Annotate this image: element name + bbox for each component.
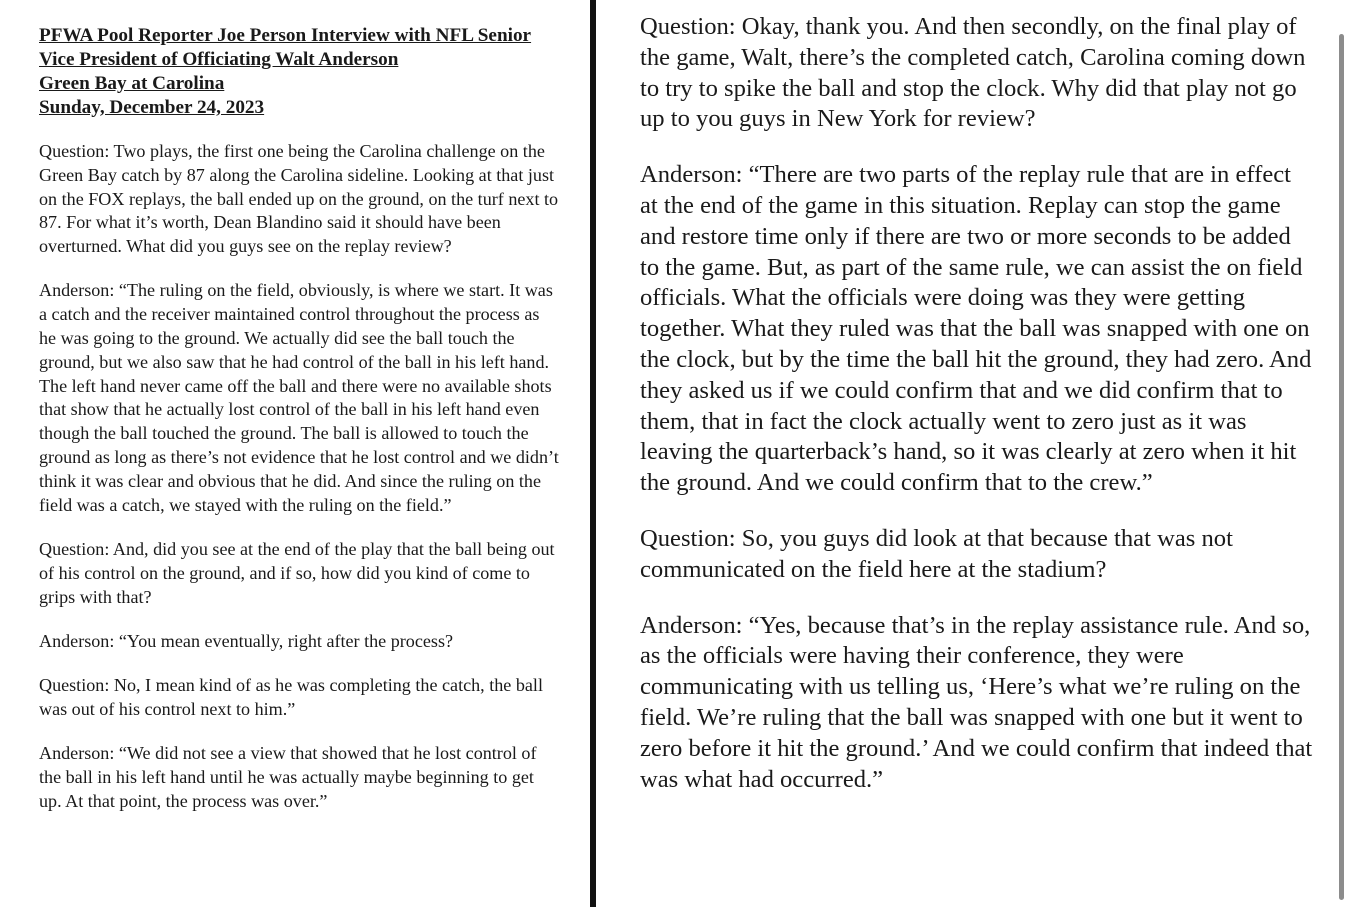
question-paragraph: Question: No, I mean kind of as he was completing the catch, the ball was out of his control next to him.” bbox=[39, 675, 543, 719]
question-paragraph: Question: Two plays, the first one being the Carolina challenge on the Green Bay catch by 87 along the Carolina sideline. Looking at that just on the FOX replays, the ball ended up on the ground, on the turf next to 87. For what it’s worth, Dean Blandino said it should have been overturned. What did you guys see on the replay review? bbox=[39, 141, 559, 257]
answer-paragraph: Anderson: “You mean eventually, right after the process? bbox=[39, 630, 454, 651]
question-paragraph: Question: And, did you see at the end of the play that the ball being out of his control on the ground, and if so, how did you kind of come to grips with that? bbox=[39, 538, 555, 607]
question-paragraph: Question: Okay, thank you. And then secondly, on the final play of the game, Walt, there’s the completed catch, Carolina coming down to try to spike the ball and stop the clock. Why did that play not go up to you guys in New York for review? bbox=[640, 13, 1306, 133]
answer-paragraph: Anderson: “There are two parts of the replay rule that are in effect at the end of the game in this situation. Replay can stop the game and restore time only if there are two or more seconds to be added to the game. But, as part of the same rule, we can assist the on field officials. What the officials were doing was they were getting together. What they ruled was that the ball was snapped with one on the clock, but by the time the ball hit the ground, they had zero. And they asked us if we could confirm that and we did confirm that to them, that in fact the clock actually went to zero just as it was leaving the quarterback’s hand, so it was clearly at zero when it hit the ground. And we could confirm that to the crew.” bbox=[640, 161, 1312, 497]
header-title-line: PFWA Pool Reporter Joe Person Interview with NFL Senior bbox=[39, 25, 532, 46]
document-header bbox=[39, 24, 560, 120]
answer-paragraph: Anderson: “We did not see a view that showed that he lost control of the ball in his left hand until he was actually maybe beginning to get up. At that point, the process was over.” bbox=[39, 743, 537, 811]
left-document-page bbox=[0, 0, 590, 907]
answer-paragraph: Anderson: “Yes, because that’s in the replay assistance rule. And so, as the officials were having their conference, they were communicating with us telling us, ‘Here’s what we’re ruling on the field. We’re ruling that the ball was snapped with one but it went to zero before it hit the ground.’ And we could confirm that indeed that was what had occurred.” bbox=[640, 611, 1313, 793]
scrollbar-thumb[interactable] bbox=[1339, 34, 1344, 900]
answer-paragraph: Anderson: “The ruling on the field, obviously, is where we start. It was a catch and the receiver maintained control throughout the process as he was going to the ground. We actually did see the ball touch the ground, but we also saw that he had control of the ball in his left hand. The left hand never came off the ball and there were no available shots that show that he actually lost control of the ball in his left hand even though the ball touched the ground. The ball is allowed to touch the ground as long as there’s not evidence that he lost control and we didn’t think it was clear and obvious that he did. And since the ruling on the field was a catch, we stayed with the ruling on the field.” bbox=[39, 280, 559, 515]
header-game-line: Green Bay at Carolina bbox=[39, 73, 225, 94]
question-paragraph: Question: So, you guys did look at that because that was not communicated on the field here at the stadium? bbox=[640, 524, 1233, 583]
header-title-line: Vice President of Officiating Walt Anderson bbox=[39, 49, 399, 70]
header-date-line: Sunday, December 24, 2023 bbox=[39, 97, 265, 118]
right-document-page bbox=[596, 0, 1352, 907]
